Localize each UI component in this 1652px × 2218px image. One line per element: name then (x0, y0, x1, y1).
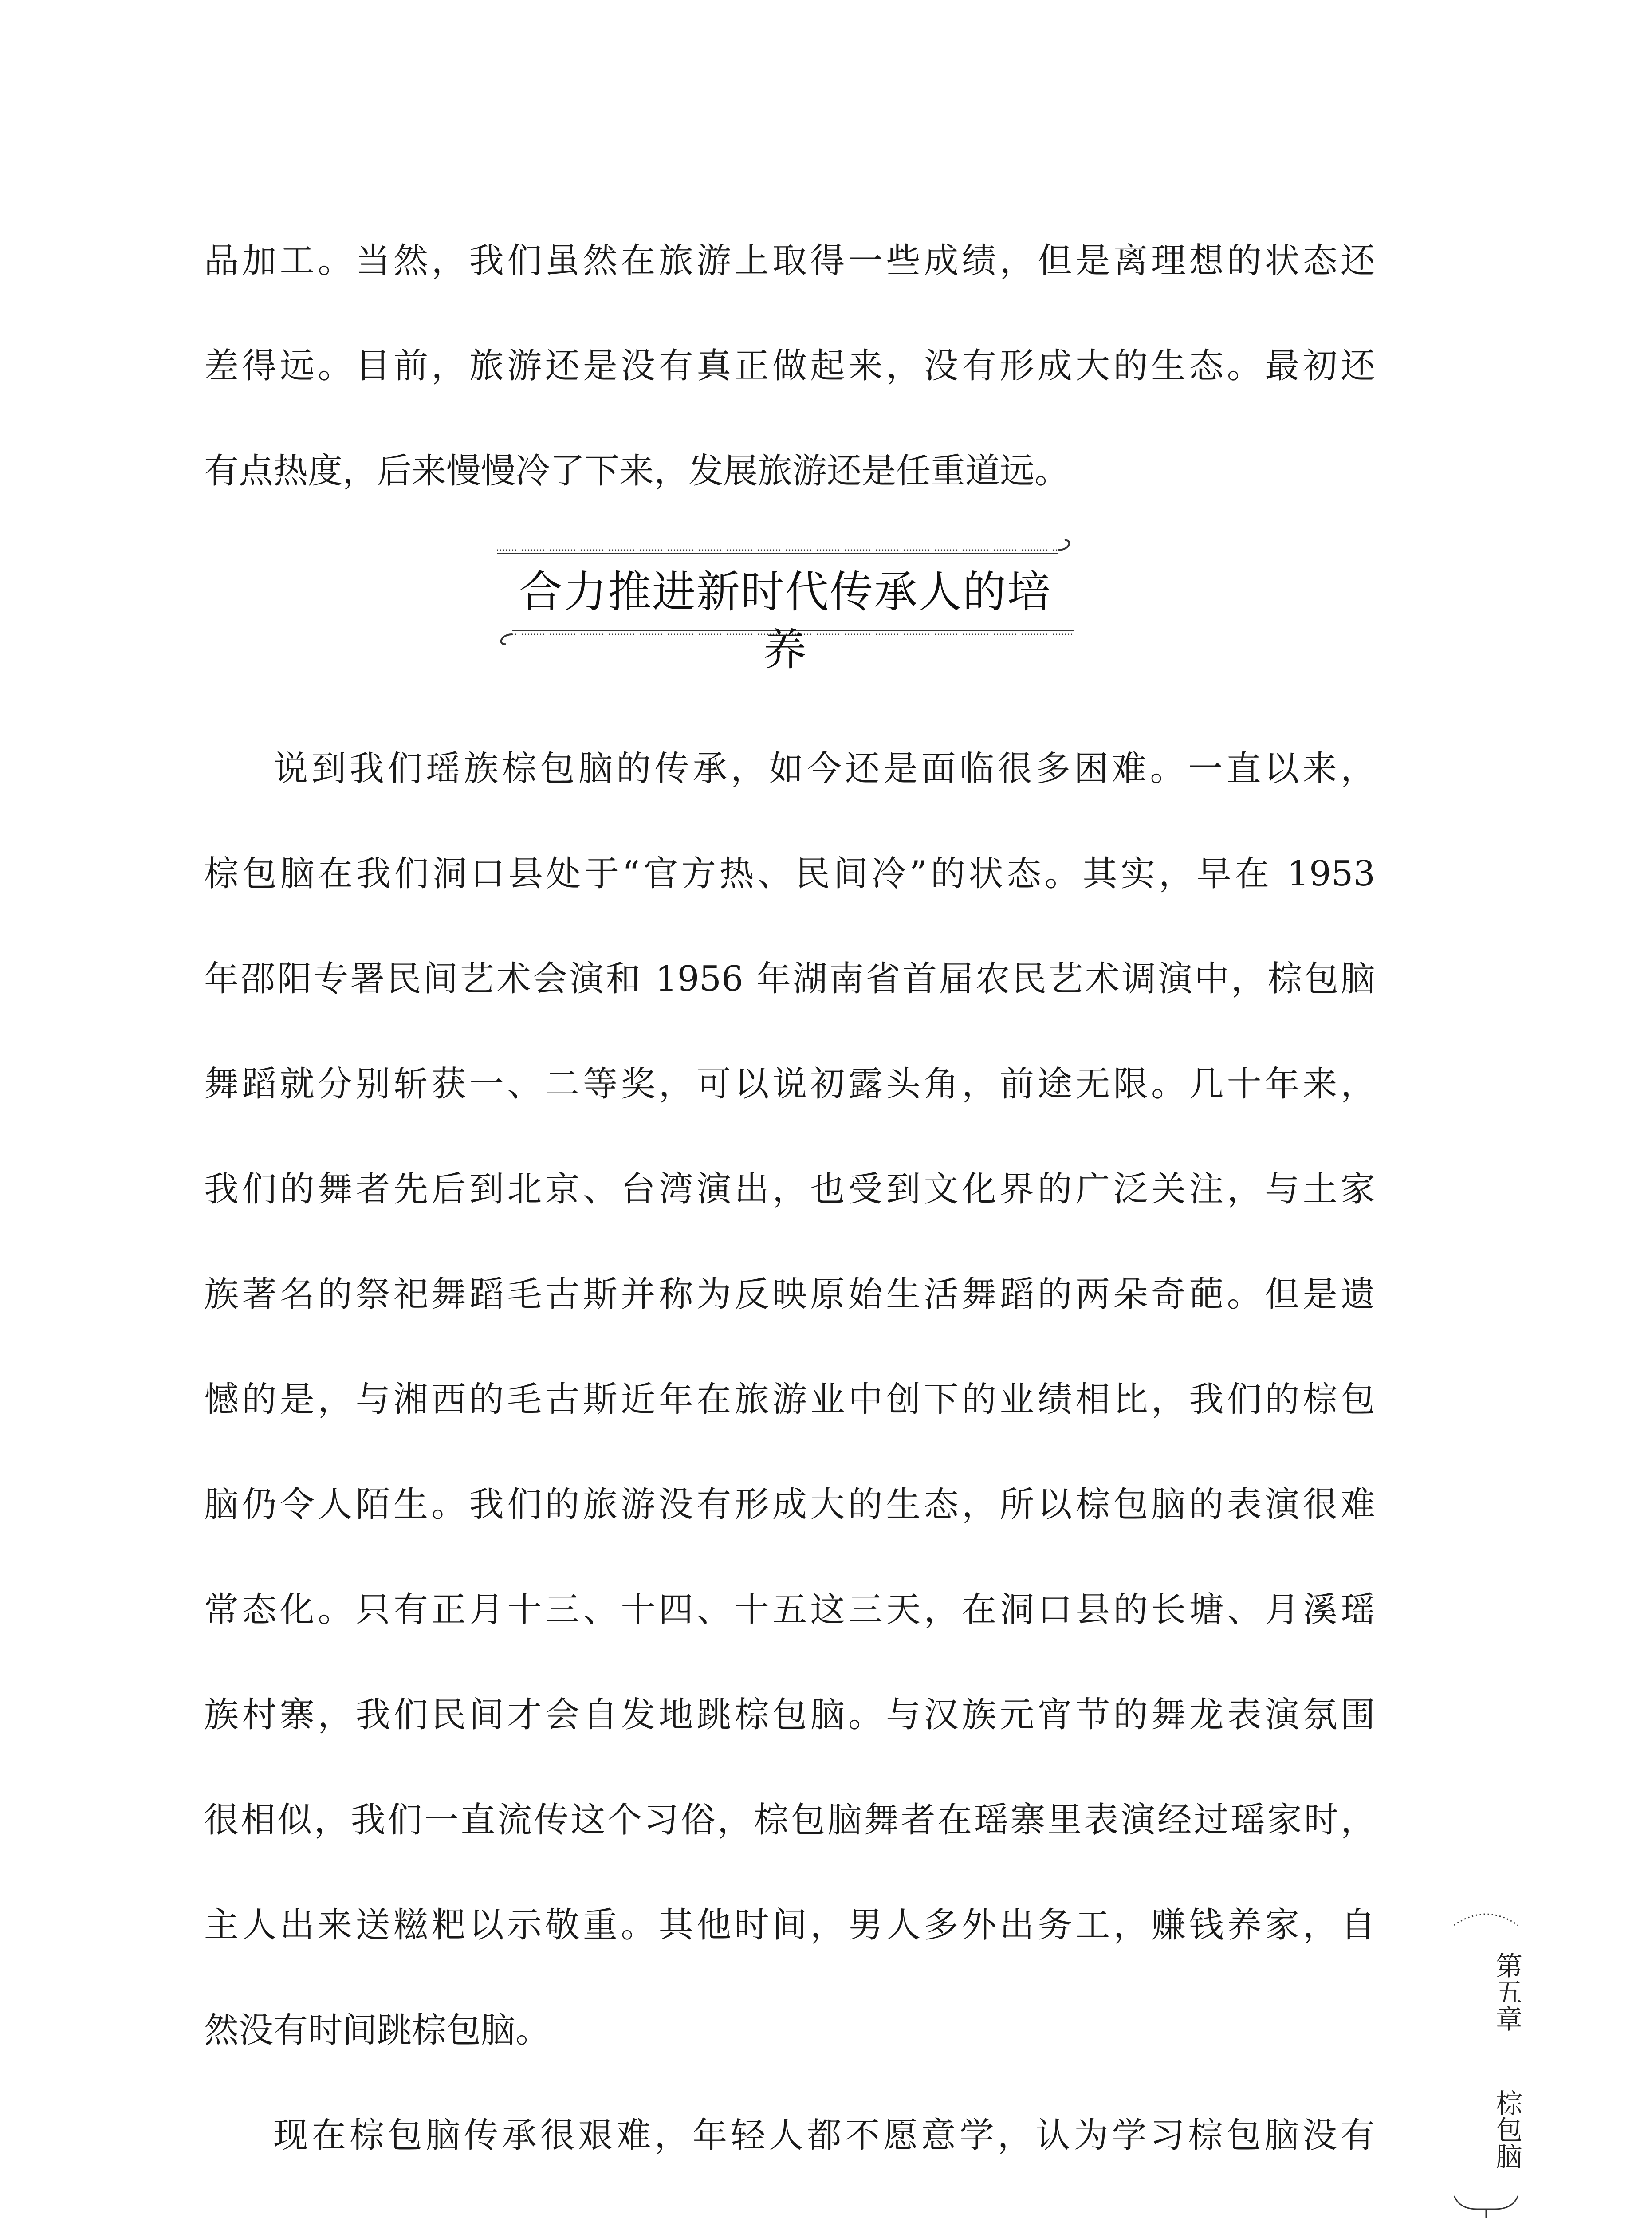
text-line: 差得远。目前，旅游还是没有真正做起来，没有形成大的生态。最初还 (204, 346, 1375, 386)
text-line: 品加工。当然，我们虽然在旅游上取得一些成绩，但是离理想的状态还 (204, 241, 1375, 281)
section-title: 合力推进新时代传承人的培养 (519, 567, 1051, 675)
text-line: 棕包脑在我们洞口县处于“官方热、民间冷”的状态。其实，早在 1953 (204, 854, 1375, 894)
text-line: 憾的是，与湘西的毛古斯近年在旅游业中创下的业绩相比，我们的棕包 (204, 1380, 1375, 1420)
text-line: 年邵阳专署民间艺术会演和 1956 年湖南省首届农民艺术调演中，棕包脑 (204, 959, 1375, 999)
text-line (204, 2188, 1375, 2218)
text-line: 族著名的祭祀舞蹈毛古斯并称为反映原始生活舞蹈的两朵奇葩。但是遗 (204, 1274, 1375, 1314)
intro-paragraph (204, 208, 1375, 524)
text-line: 主人出来送糍粑以示敬重。其他时间，男人多外出务工，赚钱养家，自 (204, 1905, 1375, 1945)
text-line: 舞蹈就分别斩获一、二等奖，可以说初露头角，前途无限。几十年来， (204, 1064, 1375, 1104)
text-line: 族村寨，我们民间才会自发地跳棕包脑。与汉族元宵节的舞龙表演氛围 (204, 1695, 1375, 1735)
text-line: 有点热度，后来慢慢冷了下来，发展旅游还是任重道远。 (204, 451, 1070, 491)
text-line: 常态化。只有正月十三、十四、十五这三天，在洞口县的长塘、月溪瑶 (204, 1590, 1375, 1630)
chapter-subject: 棕包脑 (1491, 2089, 1522, 2169)
text-line: 很相似，我们一直流传这个习俗，棕包脑舞者在瑶寨里表演经过瑶家时， (204, 1800, 1375, 1840)
chapter-label: 第五章 (1491, 1952, 1522, 2032)
text-line: 然没有时间跳棕包脑。 (204, 2010, 551, 2050)
text-line: 说到我们瑶族棕包脑的传承，如今还是面临很多困难。一直以来， (273, 749, 1375, 789)
chapter-side-tab (1451, 1903, 1522, 2218)
section-heading (488, 537, 1082, 675)
text-line: 现在棕包脑传承很艰难，年轻人都不愿意学，认为学习棕包脑没有 (273, 2116, 1375, 2155)
text-line: 脑仍令人陌生。我们的旅游没有形成大的生态，所以棕包脑的表演很难 (204, 1485, 1375, 1525)
body-text (204, 716, 1375, 2218)
text-line: 我们的舞者先后到北京、台湾演出，也受到文化界的广泛关注，与土家 (204, 1169, 1375, 1209)
